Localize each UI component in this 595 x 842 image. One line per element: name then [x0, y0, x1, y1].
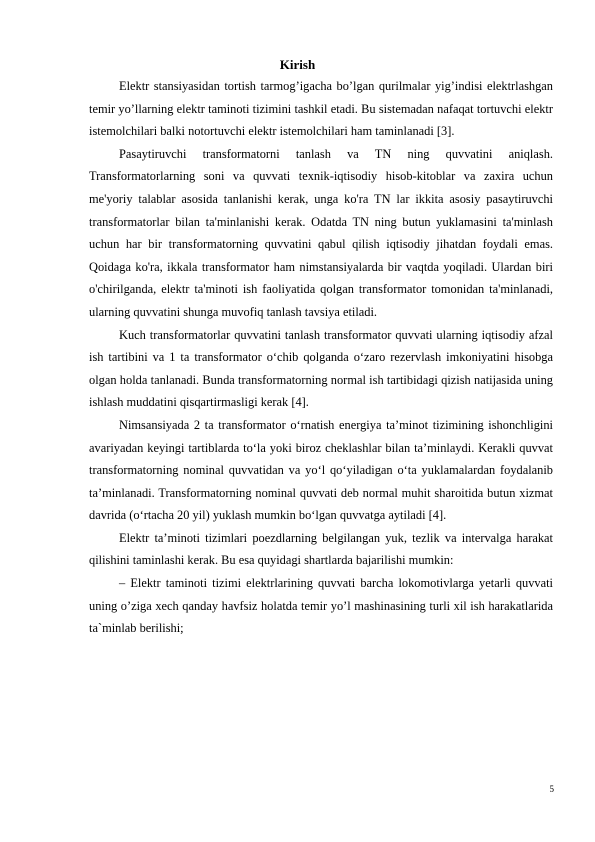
section-title: Kirish	[279, 57, 316, 72]
paragraph-5: Elektr ta’minoti tizimlari poezdlarning belgilangan yuk, tezlik va intervalga harakat qilishini taminlashi kerak. Bu esa quyidagi shartlarda bajarilishi mumkin:	[89, 530, 553, 568]
paragraph-3: Kuch transformatorlar quvvatini tanlash transformator quvvati ularning iqtisodiy afzal ish tartibini va 1 ta transformator o‘chib qolganda o‘zaro rezervlash imkoniyatini hisobga olgan holda tanlanadi. Bunda transformatorning normal ish tartibidagi qizish natijasida uning ishlash muddatini qisqartirmasligi kerak [4].	[89, 327, 553, 410]
document-body	[89, 75, 553, 640]
paragraph-4: Nimsansiyada 2 ta transformator o‘rnatish energiya ta’minot tizimining ishonchligini avariyadan keyingi tartiblarda to‘la yoki biroz cheklashlar bilan ta’minlaydi. Kerakli quvvat transformatorning nominal quvvatidan va yo‘l qo‘yiladigan o‘ta yuklamalardan foydalanib ta’minlanadi. Transformatorning nominal quvvati deb normal muhit sharoitida butun xizmat davrida (o‘rtacha 20 yil) yuklash mumkin bo‘lgan quvvatga aytiladi [4].	[89, 417, 553, 523]
page-number: 5	[549, 784, 554, 794]
paragraph-2: Pasaytiruvchi transformatorni tanlash va TN ning quvvatini aniqlash. Transformatorlarning soni va quvvati texnik-iqtisodiy hisob-kitoblar va zaxira uchun me'yoriy talablar asosida tanlanishi kerak, unga ko'ra TN lar ikkita asosiy pasaytiruvchi transformatorlar bilan ta'minlanishi kerak. Odatda TN ning butun yuklamasini ta'minlash uchun har bir transformatorning quvvatini qabul qilish iqtisodiy jihatdan foydali emas. Qoidaga ko'ra, ikkala transformator ham nimstansiyalarda bir vaqtda yoqiladi. Ulardan biri o'chirilganda, elektr ta'minoti ish faoliyatida qolgan transformator tomonidan ta'minlanadi, ularning quvvatini shunga muvofiq tanlash tavsiya etiladi.	[89, 146, 553, 319]
paragraph-1: Elektr stansiyasidan tortish tarmog’igacha bo’lgan qurilmalar yig’indisi elektrlashgan temir yo’llarning elektr taminoti tizimini tashkil etadi. Bu sistemadan nafaqat tortuvchi elektr istemolchilari balki notortuvchi elektr istemolchilari ham taminlanadi [3].	[89, 79, 553, 139]
paragraph-6: – Elektr taminoti tizimi elektrlarining quvvati barcha lokomotivlarga yetarli quvvati uning o’ziga xech qanday havfsiz holatda temir yo’l mashinasining turli xil ish harakatlarida ta`minlab berilishi;	[89, 576, 553, 636]
